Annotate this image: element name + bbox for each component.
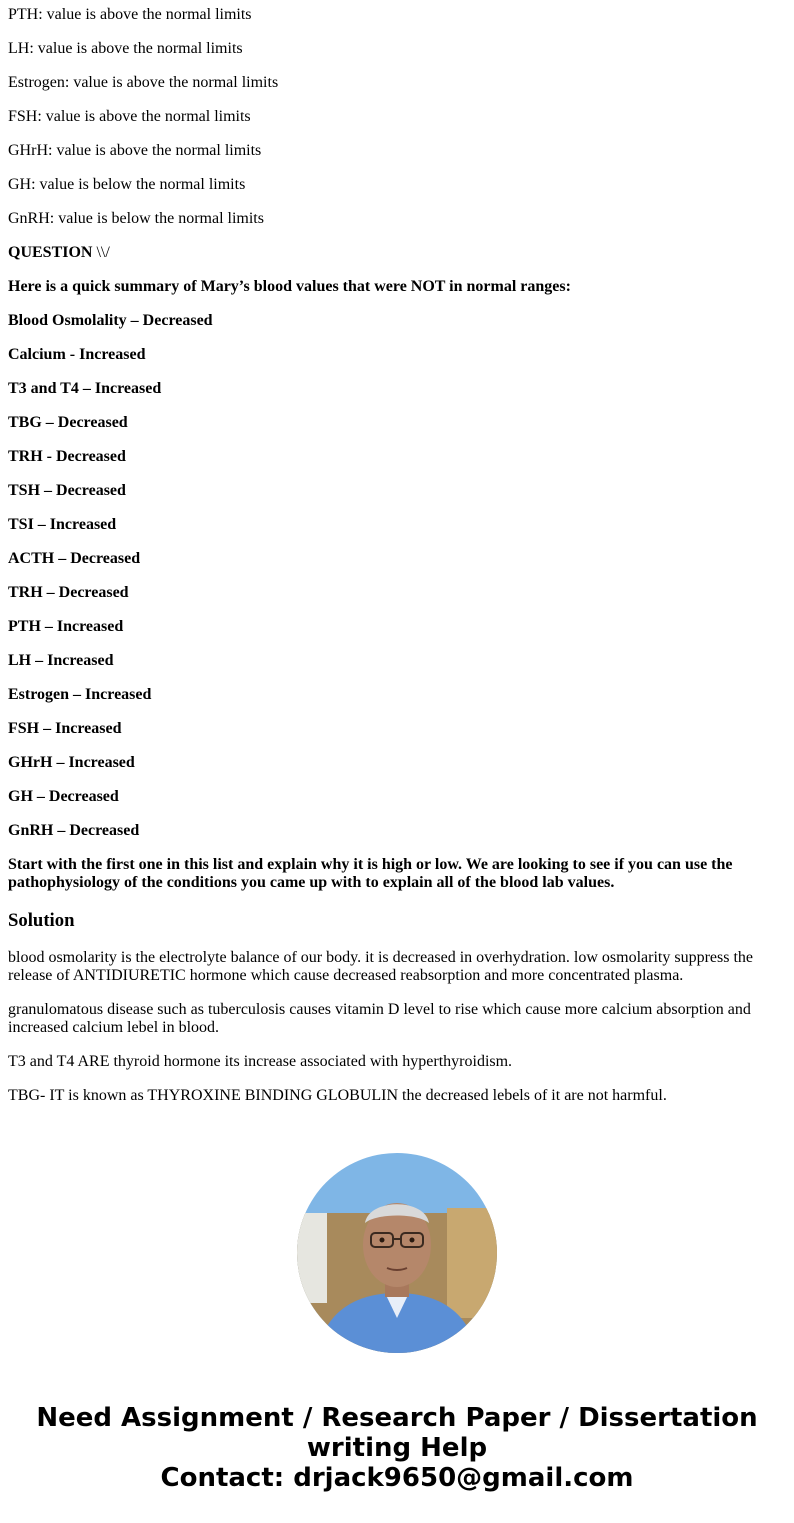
solution-paragraph: T3 and T4 ARE thyroid hormone its increase associated with hyperthyroidism. xyxy=(8,1053,513,1070)
lab-line: Estrogen: value is above the normal limits xyxy=(8,74,279,91)
summary-item: LH – Increased xyxy=(8,652,114,669)
question-label xyxy=(8,244,778,262)
lab-line: GHrH: value is above the normal limits xyxy=(8,142,262,159)
document-body xyxy=(8,0,778,1121)
question-label-text: QUESTION xyxy=(8,244,93,261)
footer-line-1: Need Assignment / Research Paper / Dissertation xyxy=(36,1403,758,1433)
summary-item: GHrH – Increased xyxy=(8,754,135,771)
summary-item: TRH – Decreased xyxy=(8,584,129,601)
footer-banner xyxy=(0,1403,794,1493)
lab-line: GH: value is below the normal limits xyxy=(8,176,246,193)
solution-paragraph: TBG- IT is known as THYROXINE BINDING GLOBULIN the decreased lebels of it are not harmful. xyxy=(8,1087,667,1104)
question-label-suffix: \\/ xyxy=(92,244,110,261)
summary-item: TSH – Decreased xyxy=(8,482,126,499)
solution-paragraph: granulomatous disease such as tuberculosis causes vitamin D level to rise which cause more calcium absorption and increased calcium lebel in blood. xyxy=(8,1001,751,1036)
summary-item: Calcium - Increased xyxy=(8,346,146,363)
summary-item: GnRH – Decreased xyxy=(8,822,140,839)
lab-line: PTH: value is above the normal limits xyxy=(8,6,252,23)
author-avatar xyxy=(297,1153,497,1353)
summary-item: FSH – Increased xyxy=(8,720,122,737)
author-photo-illustration xyxy=(297,1153,497,1353)
summary-item: GH – Decreased xyxy=(8,788,119,805)
lab-line: GnRH: value is below the normal limits xyxy=(8,210,264,227)
question-instruction: Start with the first one in this list and explain why it is high or low. We are looking to see if you can use the pathophysiology of the conditions you came up with to explain all of the blood lab values. xyxy=(8,856,733,891)
summary-item: ACTH – Decreased xyxy=(8,550,141,567)
summary-item: TRH - Decreased xyxy=(8,448,126,465)
solution-heading: Solution xyxy=(8,910,75,931)
photo-eye-right xyxy=(410,1238,415,1243)
photo-eye-left xyxy=(380,1238,385,1243)
summary-item: T3 and T4 – Increased xyxy=(8,380,162,397)
lab-line: FSH: value is above the normal limits xyxy=(8,108,251,125)
summary-heading: Here is a quick summary of Mary’s blood values that were NOT in normal ranges: xyxy=(8,278,571,295)
summary-item: PTH – Increased xyxy=(8,618,124,635)
footer-contact: Contact: drjack9650@gmail.com xyxy=(160,1463,634,1493)
photo-carving xyxy=(447,1208,497,1318)
summary-item: Estrogen – Increased xyxy=(8,686,152,703)
summary-item: TSI – Increased xyxy=(8,516,117,533)
footer-line-2: writing Help xyxy=(306,1433,488,1463)
summary-item: Blood Osmolality – Decreased xyxy=(8,312,213,329)
photo-switchboard xyxy=(297,1213,327,1303)
summary-item: TBG – Decreased xyxy=(8,414,128,431)
solution-paragraph: blood osmolarity is the electrolyte balance of our body. it is decreased in overhydration. low osmolarity suppress the release of ANTIDIURETIC hormone which cause decreased reabsorption and more concentrated plasma. xyxy=(8,949,753,984)
lab-line: LH: value is above the normal limits xyxy=(8,40,243,57)
